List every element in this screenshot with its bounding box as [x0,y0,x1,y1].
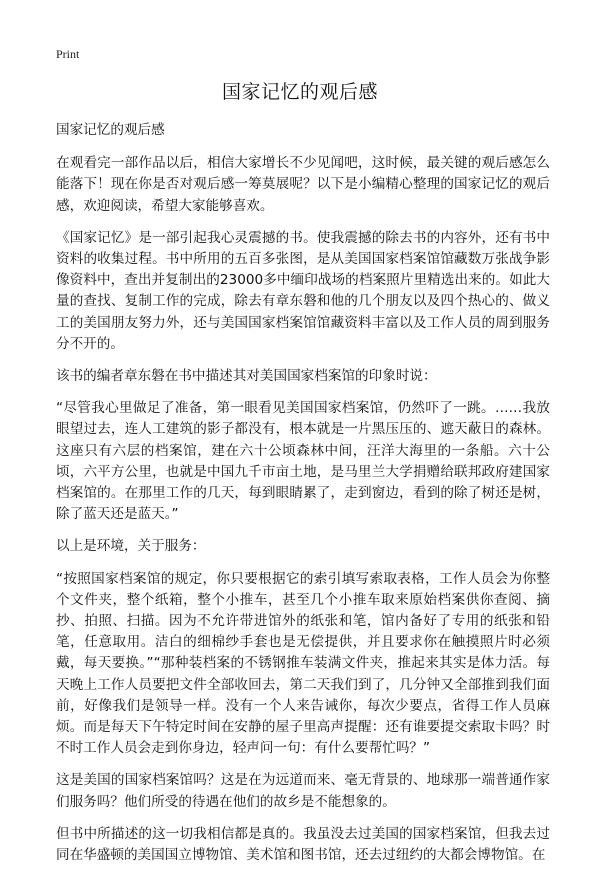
paragraph-service-quote: “按照国家档案馆的规定，你只要根据它的索引填写索取表格，工作人员会为你整个文件夹，整个纸箱，整个小推车，甚至几个小推车取来原始档案供你查阅、摘抄、拍照、扫描。因为不允许带进馆外的纸张和笔，馆内备好了专用的纸张和铅笔，任意取用。洁白的细棉纱手套也是无偿提供，并且要求你在触摸照片时必须戴，每天要换。”“那种装档案的不锈钢推车装满文件夹，推起来其实是体力活。每天晚上工作人员要把文件全部收回去，第二天我们到了，几分钟又全部推到我们面前，好像我们是领导一样。没有一个人来告诫你，每次少要点，省得工作人员麻烦。而是每天下午特定时间在安静的屋子里高声提醒：还有谁要提交索取卡吗？时不时工作人员会走到你身边，轻声问一句：有什么要帮忙吗？” [56,570,550,757]
document-subtitle: 国家记忆的观后感 [56,122,165,138]
paragraph-intro: 在观看完一部作品以后，相信大家增长不少见闻吧，这时候，最关键的观后感怎么能落下！现在你是否对观后感一筹莫展呢？以下是小编精心整理的国家记忆的观后感，欢迎阅读，希望大家能够喜欢。 [56,155,550,214]
document-body [56,120,550,877]
paragraph-question: 这是美国的国家档案馆吗？这是在为远道而来、毫无背景的、地球那一端普通作家们服务吗？他们所受的待遇在他们的故乡是不能想象的。 [56,772,550,810]
paragraph-service-intro: 以上是环境，关于服务： [56,538,206,555]
paragraph-editor-impression: 该书的编者章东磐在书中描述其对美国国家档案馆的印象时说： [56,368,437,385]
paragraph-belief: 但书中所描述的这一切我相信都是真的。我虽没去过美国的国家档案馆，但我去过同在华盛顿的美国国立博物馆、美术馆和图书馆，还去过纽约的大都会博物馆。在 [56,825,550,864]
document-title: 国家记忆的观后感 [221,81,378,103]
paragraph-environment-quote: “尽管我心里做足了准备，第一眼看见美国国家档案馆，仍然吓了一跳。……我放眼望过去，连人工建筑的影子都没有，根本就是一片黑压压的、遮天蔽日的森林。这座只有六层的档案馆，建在六十公顷森林中间，汪洋大海里的一条船。六十公顷，六平方公里，也就是中国九千市亩土地，是马里兰大学捐赠给联邦政府建国家档案馆的。在那里工作的几天，每到眼睛累了，走到窗边，看到的除了树还是树，除了蓝天还是蓝天。” [56,400,550,523]
paragraph-book-summary: 《国家记忆》是一部引起我心灵震撼的书。使我震撼的除去书的内容外，还有书中资料的收集过程。书中所用的五百多张图，是从美国国家档案馆馆藏数万张战争影像资料中，查出并复制出的23000多中缅印战场的档案照片里精选出来的。如此大量的查找、复制工作的完成，除去有章东磐和他的几个朋友以及四个热心的、做义工的美国朋友努力外，还与美国国家档案馆馆藏资料丰富以及工作人员的周到服务分不开的。 [56,229,550,352]
print-link[interactable]: Print [56,47,80,61]
